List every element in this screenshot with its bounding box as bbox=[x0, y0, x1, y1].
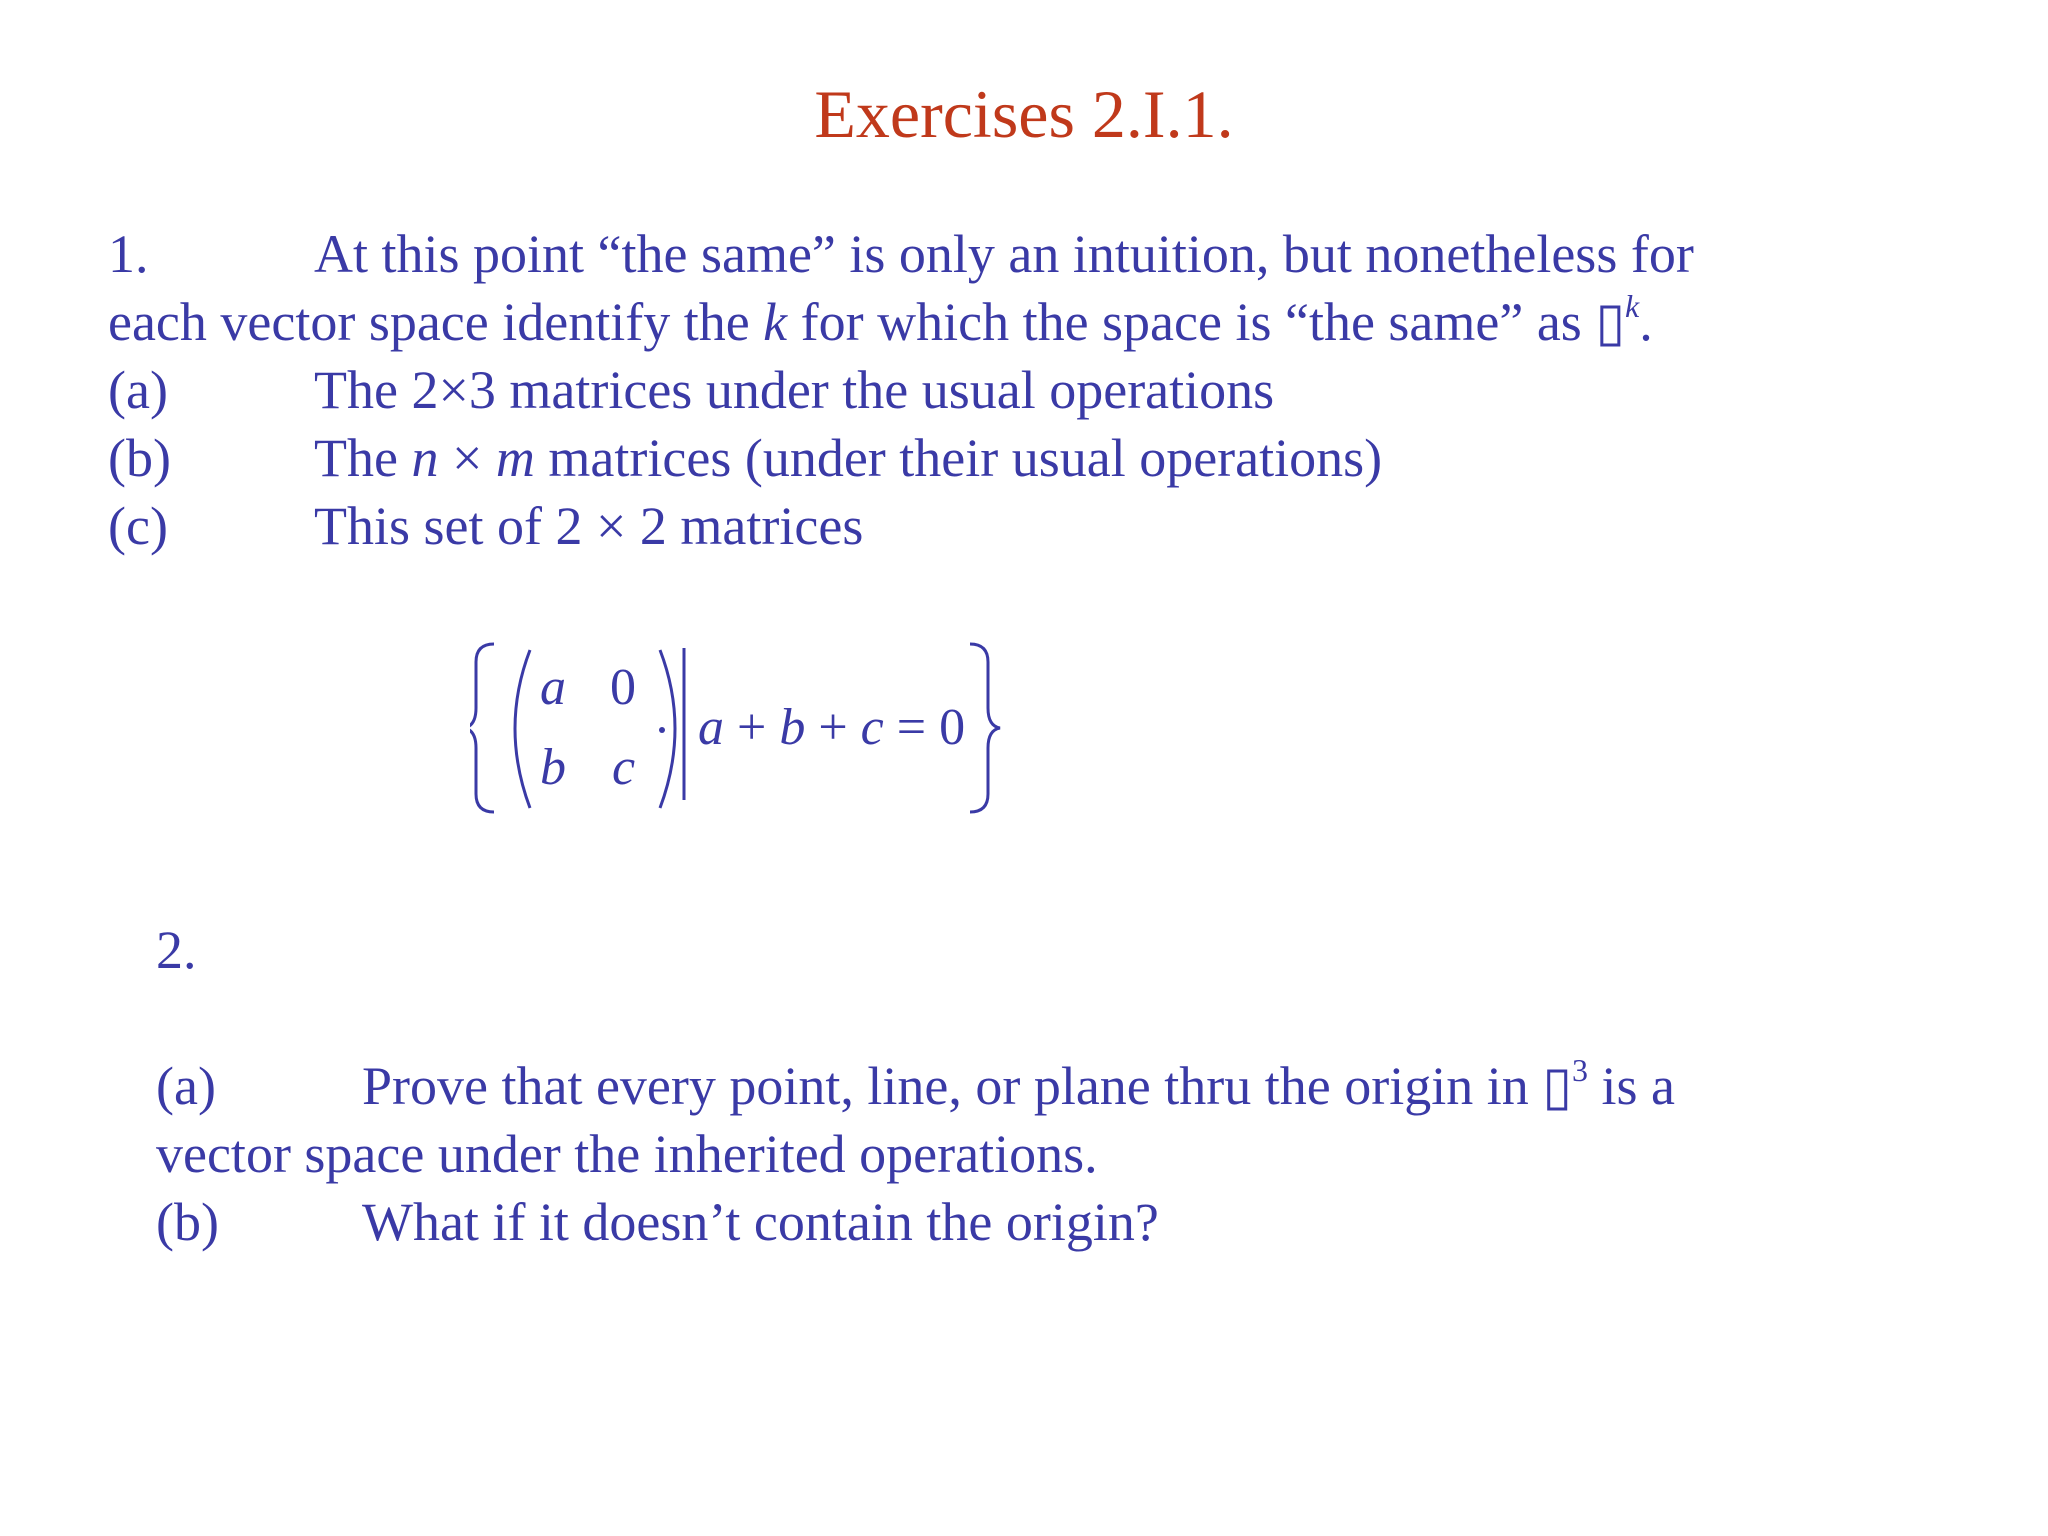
condition-c: c bbox=[860, 699, 884, 756]
matrix-entry-a: a bbox=[540, 659, 566, 716]
line-2-end: . bbox=[1639, 292, 1653, 352]
part-c-label: (c) bbox=[108, 496, 168, 556]
part-a-line-1-post: is a bbox=[1587, 1056, 1675, 1116]
part-c-text: This set of 2 × 2 matrices bbox=[314, 496, 864, 556]
exercise-1-number: 1. bbox=[108, 224, 149, 284]
part-a-line-1-pre: Prove that every point, line, or plane thru the origin in bbox=[362, 1056, 1543, 1116]
exercise-2-number: 2. bbox=[156, 920, 197, 980]
missing-glyph-symbol: ▯ bbox=[1595, 292, 1626, 352]
exercise-2-part-b-label: (b) bbox=[156, 1192, 219, 1252]
exercise-2-part-a-line-1 bbox=[362, 1052, 1675, 1120]
part-a-label: (a) bbox=[108, 360, 168, 420]
exercise-1-line-2 bbox=[108, 288, 1653, 356]
part-a-text: The 2×3 matrices under the usual operations bbox=[314, 360, 1275, 420]
part-b-rest: matrices (under their usual operations) bbox=[534, 428, 1383, 488]
matrix-entry-c: c bbox=[612, 739, 636, 796]
matrix-left-paren bbox=[515, 650, 530, 808]
right-curly-brace bbox=[970, 644, 1000, 812]
part-b-text bbox=[314, 424, 1382, 492]
k-superscript: k bbox=[1625, 288, 1640, 324]
matrix-entry-b: b bbox=[540, 739, 566, 796]
exercise-2-part-b-text: What if it doesn’t contain the origin? bbox=[362, 1192, 1159, 1252]
stray-dot bbox=[659, 727, 665, 733]
matrix-entry-zero: 0 bbox=[610, 659, 636, 716]
left-curly-brace bbox=[470, 644, 494, 812]
k-variable: k bbox=[763, 292, 788, 352]
exercise-1-line-1: At this point “the same” is only an intuition, but nonetheless for bbox=[314, 224, 1694, 284]
times-sign: × bbox=[438, 428, 496, 488]
exercise-2-part-a-label: (a) bbox=[156, 1056, 216, 1116]
line-2-mid: for which the space is “the same” as bbox=[787, 292, 1596, 352]
condition-b: b bbox=[779, 699, 806, 756]
slide-title: Exercises 2.I.1. bbox=[814, 76, 1234, 152]
condition-plus-1: + bbox=[724, 699, 780, 756]
set-condition bbox=[698, 698, 965, 758]
three-superscript: 3 bbox=[1571, 1052, 1588, 1088]
part-b-label: (b) bbox=[108, 428, 171, 488]
m-variable: m bbox=[495, 428, 535, 488]
condition-equals-zero: = 0 bbox=[883, 699, 966, 756]
part-b-prefix: The bbox=[314, 428, 412, 488]
n-variable: n bbox=[411, 428, 439, 488]
line-2-prefix: each vector space identify the bbox=[108, 292, 764, 352]
condition-a: a bbox=[698, 699, 724, 756]
exercise-2-part-a-line-2: vector space under the inherited operations. bbox=[156, 1124, 1098, 1184]
matrix-set-notation bbox=[470, 638, 1030, 818]
missing-glyph-symbol-r: ▯ bbox=[1542, 1056, 1572, 1116]
condition-plus-2: + bbox=[805, 699, 861, 756]
